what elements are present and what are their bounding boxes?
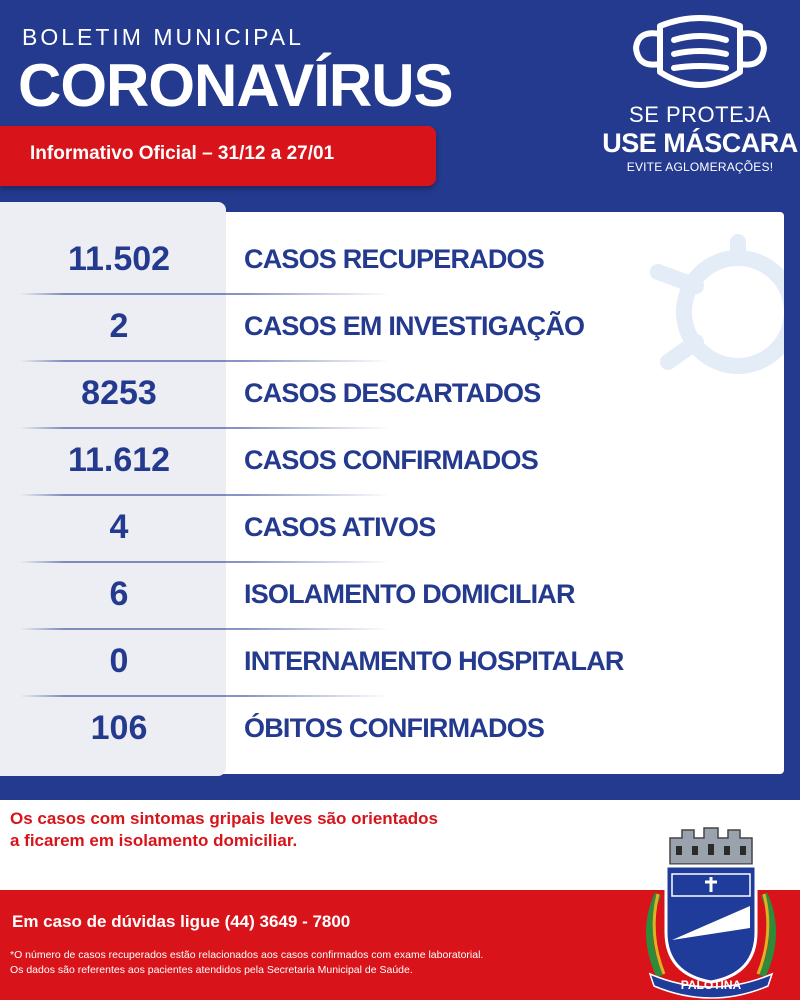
stat-value: 8253 — [81, 374, 157, 412]
stat-value: 106 — [90, 709, 148, 747]
stat-value: 2 — [109, 307, 129, 345]
stat-value: 11.502 — [67, 240, 171, 278]
info-banner-text: Informativo Oficial – 31/12 a 27/01 — [30, 143, 335, 164]
footnote — [10, 948, 610, 978]
mask-badge-line3: EVITE AGLOMERAÇÕES! — [626, 160, 774, 174]
stat-row-investigation — [0, 295, 800, 362]
stat-label: CASOS ATIVOS — [244, 512, 436, 542]
stat-label: CASOS RECUPERADOS — [244, 244, 544, 274]
stat-label: CASOS EM INVESTIGAÇÃO — [244, 311, 585, 341]
stat-row-discarded — [0, 362, 800, 429]
stat-row-active — [0, 496, 800, 563]
stat-label: INTERNAMENTO HOSPITALAR — [244, 646, 624, 676]
face-mask-icon — [630, 6, 770, 100]
municipal-crest-icon — [636, 824, 786, 1000]
crest-name: PALOTINA — [680, 978, 742, 992]
stat-label: ÓBITOS CONFIRMADOS — [244, 713, 545, 743]
contact-phone: Em caso de dúvidas ligue (44) 3649 - 7800 — [12, 912, 351, 931]
stat-row-hospitalized — [0, 630, 800, 697]
footnote-line: Os dados são referentes aos pacientes atendidos pela Secretaria Municipal de Saúde. — [10, 964, 413, 976]
info-banner — [0, 126, 436, 186]
stat-row-deaths — [0, 697, 800, 764]
bulletin-pre-title: BOLETIM MUNICIPAL — [22, 24, 304, 50]
stat-value: 0 — [109, 642, 129, 680]
stat-row-confirmed — [0, 429, 800, 496]
stat-value: 4 — [109, 508, 129, 546]
mask-badge-line1: SE PROTEJA — [629, 102, 771, 127]
stat-row-home-isolation — [0, 563, 800, 630]
stat-value: 6 — [109, 575, 129, 613]
stat-value: 11.612 — [67, 441, 171, 479]
page-title: CORONAVÍRUS — [18, 52, 453, 119]
stat-label: ISOLAMENTO DOMICILIAR — [244, 579, 575, 609]
mask-badge — [600, 6, 800, 186]
isolation-notice — [10, 808, 570, 852]
mask-badge-line2: USE MÁSCARA — [602, 128, 798, 158]
stat-label: CASOS CONFIRMADOS — [244, 445, 538, 475]
notice-line: a ficarem em isolamento domiciliar. — [10, 831, 298, 850]
stat-row-recovered — [0, 228, 800, 295]
notice-line: Os casos com sintomas gripais leves são orientados — [10, 809, 439, 828]
footnote-line: *O número de casos recuperados estão relacionados aos casos confirmados com exame laboratorial. — [10, 949, 484, 961]
stat-label: CASOS DESCARTADOS — [244, 378, 541, 408]
